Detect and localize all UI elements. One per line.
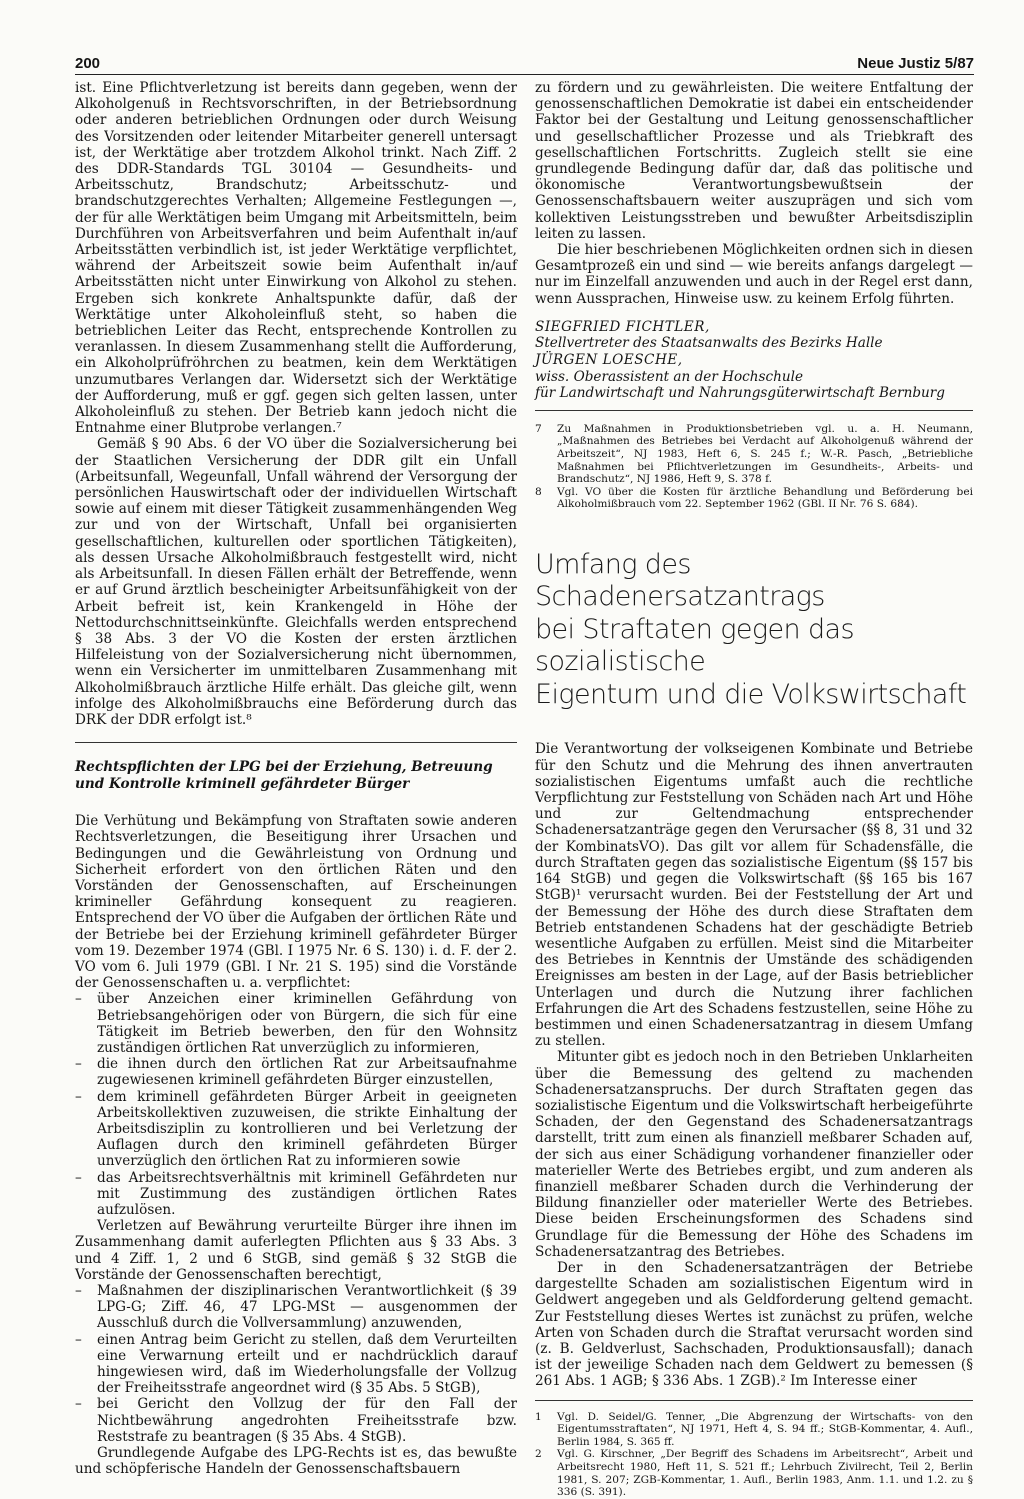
- right-paragraph-1: zu fördern und zu gewährleisten. Die weitere Entfaltung der genossenschaftlichen Demokratie ist dabei ein entscheidender Faktor bei der Gestaltung und Leitung genossenschaftlicher und gesellschaftlicher Prozesse und als Triebkraft des gesellschaftlichen Fortschritts. Zugleich stellt sie eine grundlegende Bedingung dafür dar, daß das politische und ökonomische Verantwortungsbewußtsein der Genossenschaftsbauern weiter auszuprägen und sich vom kollektiven Leistungsstreben und bewußter Arbeitsdisziplin leiten zu lassen.: [535, 80, 973, 242]
- footnote-7: [535, 423, 973, 486]
- right-paragraph-4: Mitunter gibt es jedoch noch in den Betrieben Unklarheiten über die Bemessung des geltend zu machenden Schadenersatzanspruchs. Der durch Straftaten gegen das sozialistische Eigentum und die Volkswirtschaft herbeigeführte Schaden, der den Gegenstand des Schadenersatzantrags darstellt, tritt zum einen als finanziell meßbarer Schaden auf, der sich aus einer Schädigung vorhandener finanzieller oder materieller Werte des Betriebes ergibt, und zum anderen als finanziell meßbarer Schaden durch die Verhinderung der Bildung finanzieller oder materieller Werte des Betriebes. Diese beiden Erscheinungsformen des Schadens sind Grundlage für die Bemessung der Höhe des Schadens im Schadenersatzantrag des Betriebes.: [535, 1049, 973, 1260]
- right-column: [535, 80, 973, 1499]
- footnote-1: [535, 1411, 973, 1449]
- footnote-number: 2: [535, 1448, 542, 1461]
- page-number: 200: [75, 55, 101, 72]
- footnote-number: 7: [535, 422, 542, 435]
- footnote-divider: [535, 1400, 973, 1401]
- list-item: – die ihnen durch den örtlichen Rat zur Arbeitsaufnahme zugewiesenen kriminell gefährdeten Bürger einzustellen,: [75, 1056, 517, 1088]
- journal-issue: Neue Justiz 5/87: [857, 55, 974, 72]
- list-item: – Maßnahmen der disziplinarischen Verantwortlichkeit (§ 39 LPG-G; Ziff. 46, 47 LPG-MSt — ausgenommen der Ausschluß durch die Vollversammlung) anzuwenden,: [75, 1283, 517, 1332]
- author-role: für Landwirtschaft und Nahrungsgüterwirtschaft Bernburg: [535, 385, 945, 402]
- left-column: [75, 80, 517, 1477]
- list-item: – bei Gericht den Vollzug der für den Fall der Nichtbewährung angedrohten Freiheitsstrafe bzw. Reststrafe zu beantragen (§ 35 Abs. 4 StGB).: [75, 1396, 517, 1445]
- section-heading: Rechtspflichten der LPG bei der Erziehung, Betreuung und Kontrolle kriminell gefährdeter Bürger: [75, 759, 493, 793]
- rights-list: [75, 1283, 517, 1445]
- article-title-line: bei Straftaten gegen das sozialistische: [535, 613, 854, 678]
- list-item: – das Arbeitsrechtsverhältnis mit kriminell Gefährdeten nur mit Zustimmung des zuständigen örtlichen Rates aufzulösen.: [75, 1170, 517, 1219]
- left-paragraph-1: ist. Eine Pflichtverletzung ist bereits dann gegeben, wenn der Alkoholgenuß in Rechtsvorschriften, in der Betriebsordnung oder anderen betrieblichen Ordnungen oder durch Weisung des Vorsitzenden oder leitender Mitarbeiter generell untersagt ist, der Werktätige aber trotzdem Alkohol trinkt. Nach Ziff. 2 des DDR-Standards TGL 30104 — Gesundheits- und Arbeitsschutz, Brandschutz; Arbeitsschutz- und brandschutzgerechtes Verhalten; Allgemeine Festlegungen —, der für alle Werktätigen beim Umgang mit Arbeitsmitteln, beim Durchführen von Arbeitsverfahren und beim Aufenthalt in/auf Arbeitsstätten verbindlich ist, ist jeder Werktätige verpflichtet, während der Arbeitszeit sowie beim Aufenthalt in/auf Arbeitsstätten nicht unter Einwirkung von Alkohol zu stehen. Ergeben sich konkrete Anhaltspunkte dafür, daß der Werktätige unter Alkoholeinfluß steht, so haben die betrieblichen Leiter das Recht, entsprechende Kontrollen zu veranlassen. In diesem Zusammenhang stellt die Aufforderung, ein Alkoholprüfröhrchen zu beatmen, kein dem Werktätigen unzumutbares Verlangen dar. Widersetzt sich der Werktätige der Aufforderung, muß er ggf. gegen sich gelten lassen, unter Alkoholeinfluß zu stehen. Der Betrieb kann jedoch nicht die Entnahme einer Blutprobe verlangen.⁷: [75, 80, 517, 437]
- right-paragraph-5: Der in den Schadenersatzanträgen der Betriebe dargestellte Schaden am sozialistischen Eigentum wird in Geldwert angegeben und als Geldforderung geltend gemacht. Zur Feststellung dieses Wertes ist zunächst zu prüfen, welche Arten von Schaden durch die Straftat verursacht worden sind (z. B. Geldverlust, Sachschaden, Produktionsausfall); danach ist der jeweilige Schaden nach dem Geldwert zu bemessen (§ 261 Abs. 1 AGB; § 336 Abs. 1 ZGB).² Im Interesse einer: [535, 1259, 973, 1390]
- left-paragraph-4: Verletzen auf Bewährung verurteilte Bürger ihre ihnen im Zusammenhang damit auferlegten Pflichten aus § 33 Abs. 3 und 4 Ziff. 1, 2 und 6 StGB, sind gemäß § 32 StGB die Vorstände der Genossenschaften berechtigt,: [75, 1218, 517, 1283]
- footnote-text: Vgl. VO über die Kosten für ärztliche Behandlung und Beförderung bei Alkoholmißbrauch vom 22. September 1962 (GBl. II Nr. 76 S. 684).: [557, 485, 973, 511]
- footnote-8: [535, 486, 973, 511]
- article-title-line: Umfang des Schadenersatzantrags: [535, 548, 825, 613]
- left-paragraph-2: Gemäß § 90 Abs. 6 der VO über die Sozialversicherung bei der Staatlichen Versicherung der DDR gilt ein Unfall (Arbeitsunfall, Wegeunfall, Unfall während der Versorgung der persönlichen Hauswirtschaft oder der individuellen Wirtschaft sowie auf einem mit dieser Tätigkeit zusammenhängenden Weg zur und von der Wirtschaft, Unfall bei organisierten gesellschaftlichen, kulturellen oder sportlichen Tätigkeiten), als dessen Ursache Alkoholmißbrauch festgestellt wird, nicht als Arbeitsunfall. In diesen Fällen erhält der Betreffende, wenn er auf Grund ärztlich bescheinigter Arbeitsunfähigkeit von der Arbeit befreit ist, kein Krankengeld in Höhe der Nettodurchschnittseinkünfte. Gleichfalls werden entsprechend § 38 Abs. 3 der VO die Kosten der ersten ärztlichen Hilfeleistung von der Sozialversicherung nicht übernommen, wenn ein Versicherter im unmittelbaren Zusammenhang mit Alkoholmißbrauch ärztliche Hilfe erhält. Das gleiche gilt, wenn infolge des Alkoholmißbrauchs eine Beförderung durch das DRK der DDR erfolgt ist.⁸: [75, 436, 517, 728]
- right-paragraph-2: Die hier beschriebenen Möglichkeiten ordnen sich in diesen Gesamtprozeß ein und sind — wie bereits anfangs dargelegt — nur im Einzelfall anzuwenden und auch in der Regel erst dann, wenn Aussprachen, Hinweise usw. zu keinem Erfolg führten.: [535, 242, 973, 307]
- footnote-number: 8: [535, 485, 542, 498]
- list-item: – über Anzeichen einer kriminellen Gefährdung von Betriebsangehörigen oder von Bürgern, die sich für eine Tätigkeit im Betrieb bewerben, den für den Wohnsitz zuständigen örtlichen Rat unverzüglich zu informieren,: [75, 991, 517, 1056]
- left-paragraph-3: Die Verhütung und Bekämpfung von Straftaten sowie anderen Rechtsverletzungen, die Beseitigung ihrer Ursachen und Bedingungen und die Gewährleistung von Ordnung und Sicherheit erfordert von den örtlichen Räten und den Vorständen der Genossenschaften, auf Erscheinungen krimineller Gefährdung konsequent zu reagieren. Entsprechend der VO über die Aufgaben der örtlichen Räte und der Betriebe bei der Erziehung kriminell gefährdeter Bürger vom 19. Dezember 1974 (GBl. I 1975 Nr. 6 S. 130) i. d. F. der 2. VO vom 6. Juli 1979 (GBl. I Nr. 21 S. 195) sind die Vorstände der Genossenschaften u. a. verpflichtet:: [75, 813, 517, 992]
- author-role: Stellvertreter des Staatsanwalts des Bezirks Halle: [535, 335, 883, 352]
- footnote-number: 1: [535, 1410, 542, 1423]
- duties-list: [75, 991, 517, 1218]
- section-divider: [75, 742, 517, 743]
- left-paragraph-5: Grundlegende Aufgabe des LPG-Rechts ist es, das bewußte und schöpferische Handeln der Genossenschaftsbauern: [75, 1445, 517, 1478]
- author-name: SIEGFRIED FICHTLER,: [535, 318, 710, 335]
- footnote-2: [535, 1448, 973, 1498]
- author-role: wiss. Oberassistent an der Hochschule: [535, 368, 804, 385]
- list-item: – einen Antrag beim Gericht zu stellen, daß dem Verurteilten eine Verwarnung erteilt und er nachdrücklich darauf hingewiesen wird, daß im Wiederholungsfalle der Vollzug der Freiheitsstrafe angeordnet wird (§ 35 Abs. 5 StGB),: [75, 1332, 517, 1397]
- author-name: JÜRGEN LOESCHE,: [535, 352, 683, 369]
- article-title: [535, 549, 973, 712]
- article-title-line: Eigentum und die Volkswirtschaft: [535, 678, 967, 710]
- author-signatures: [535, 319, 973, 402]
- page-header: [75, 46, 974, 75]
- footnote-divider: [535, 410, 973, 411]
- list-item: – dem kriminell gefährdeten Bürger Arbeit in geeigneten Arbeitskollektiven zuzuweisen, die strikte Einhaltung der Arbeitsdisziplin zu kontrollieren und bei Verletzung der Auflagen durch den kriminell gefährdeten Bürger unverzüglich den örtlichen Rat zu informieren sowie: [75, 1089, 517, 1170]
- right-paragraph-3: Die Verantwortung der volkseigenen Kombinate und Betriebe für den Schutz und die Mehrung des ihnen anvertrauten sozialistischen Eigentums umfaßt auch die rechtliche Verpflichtung zur Feststellung von Schäden nach Art und Höhe und zur Geltendmachung entsprechender Schadenersatzanträge gegen den Verursacher (§§ 8, 31 und 32 der KombinatsVO). Das gilt vor allem für Schadensfälle, die durch Straftaten gegen das sozialistische Eigentum (§§ 157 bis 164 StGB) und gegen die Volkswirtschaft (§§ 165 bis 167 StGB)¹ verursacht wurden. Bei der Feststellung der Art und der Bemessung der Höhe des durch diese Straftaten dem Betrieb entstandenen Schadens hat der geschädigte Betrieb wesentliche Aufgaben zu erfüllen. Meist sind die Mitarbeiter des Betriebes in Kenntnis der Umstände des schädigenden Ereignisses am besten in der Lage, auf der Basis betrieblicher Unterlagen und durch die Nutzung ihrer fachlichen Erfahrungen die Art des Schadens festzustellen, seine Höhe zu bestimmen und einen Schadenersatzantrag in diesem Umfang zu stellen.: [535, 741, 973, 1050]
- footnote-text: Vgl. D. Seidel/G. Tenner, „Die Abgrenzung der Wirtschafts- von den Eigentumsstraftaten“, NJ 1971, Heft 4, S. 94 ff.; StGB-Kommentar, 4. Aufl., Berlin 1984, S. 365 ff.: [557, 1410, 973, 1448]
- footnote-text: Zu Maßnahmen in Produktionsbetrieben vgl. u. a. H. Neumann, „Maßnahmen des Betriebes bei Verdacht auf Alkoholgenuß während der Arbeitszeit“, NJ 1983, Heft 6, S. 245 f.; W.-R. Pasch, „Betriebliche Maßnahmen bei Pflichtverletzungen im Gesundheits-, Arbeits- und Brandschutz“, NJ 1986, Heft 9, S. 378 f.: [557, 422, 973, 486]
- footnote-text: Vgl. G. Kirschner, „Der Begriff des Schadens im Arbeitsrecht“, Arbeit und Arbeitsrecht 1980, Heft 11, S. 521 ff.; Lehrbuch Zivilrecht, Teil 2, Berlin 1981, S. 207; ZGB-Kommentar, 1. Aufl., Berlin 1983, Anm. 1.1. und 1.2. zu § 336 (S. 391).: [557, 1448, 973, 1499]
